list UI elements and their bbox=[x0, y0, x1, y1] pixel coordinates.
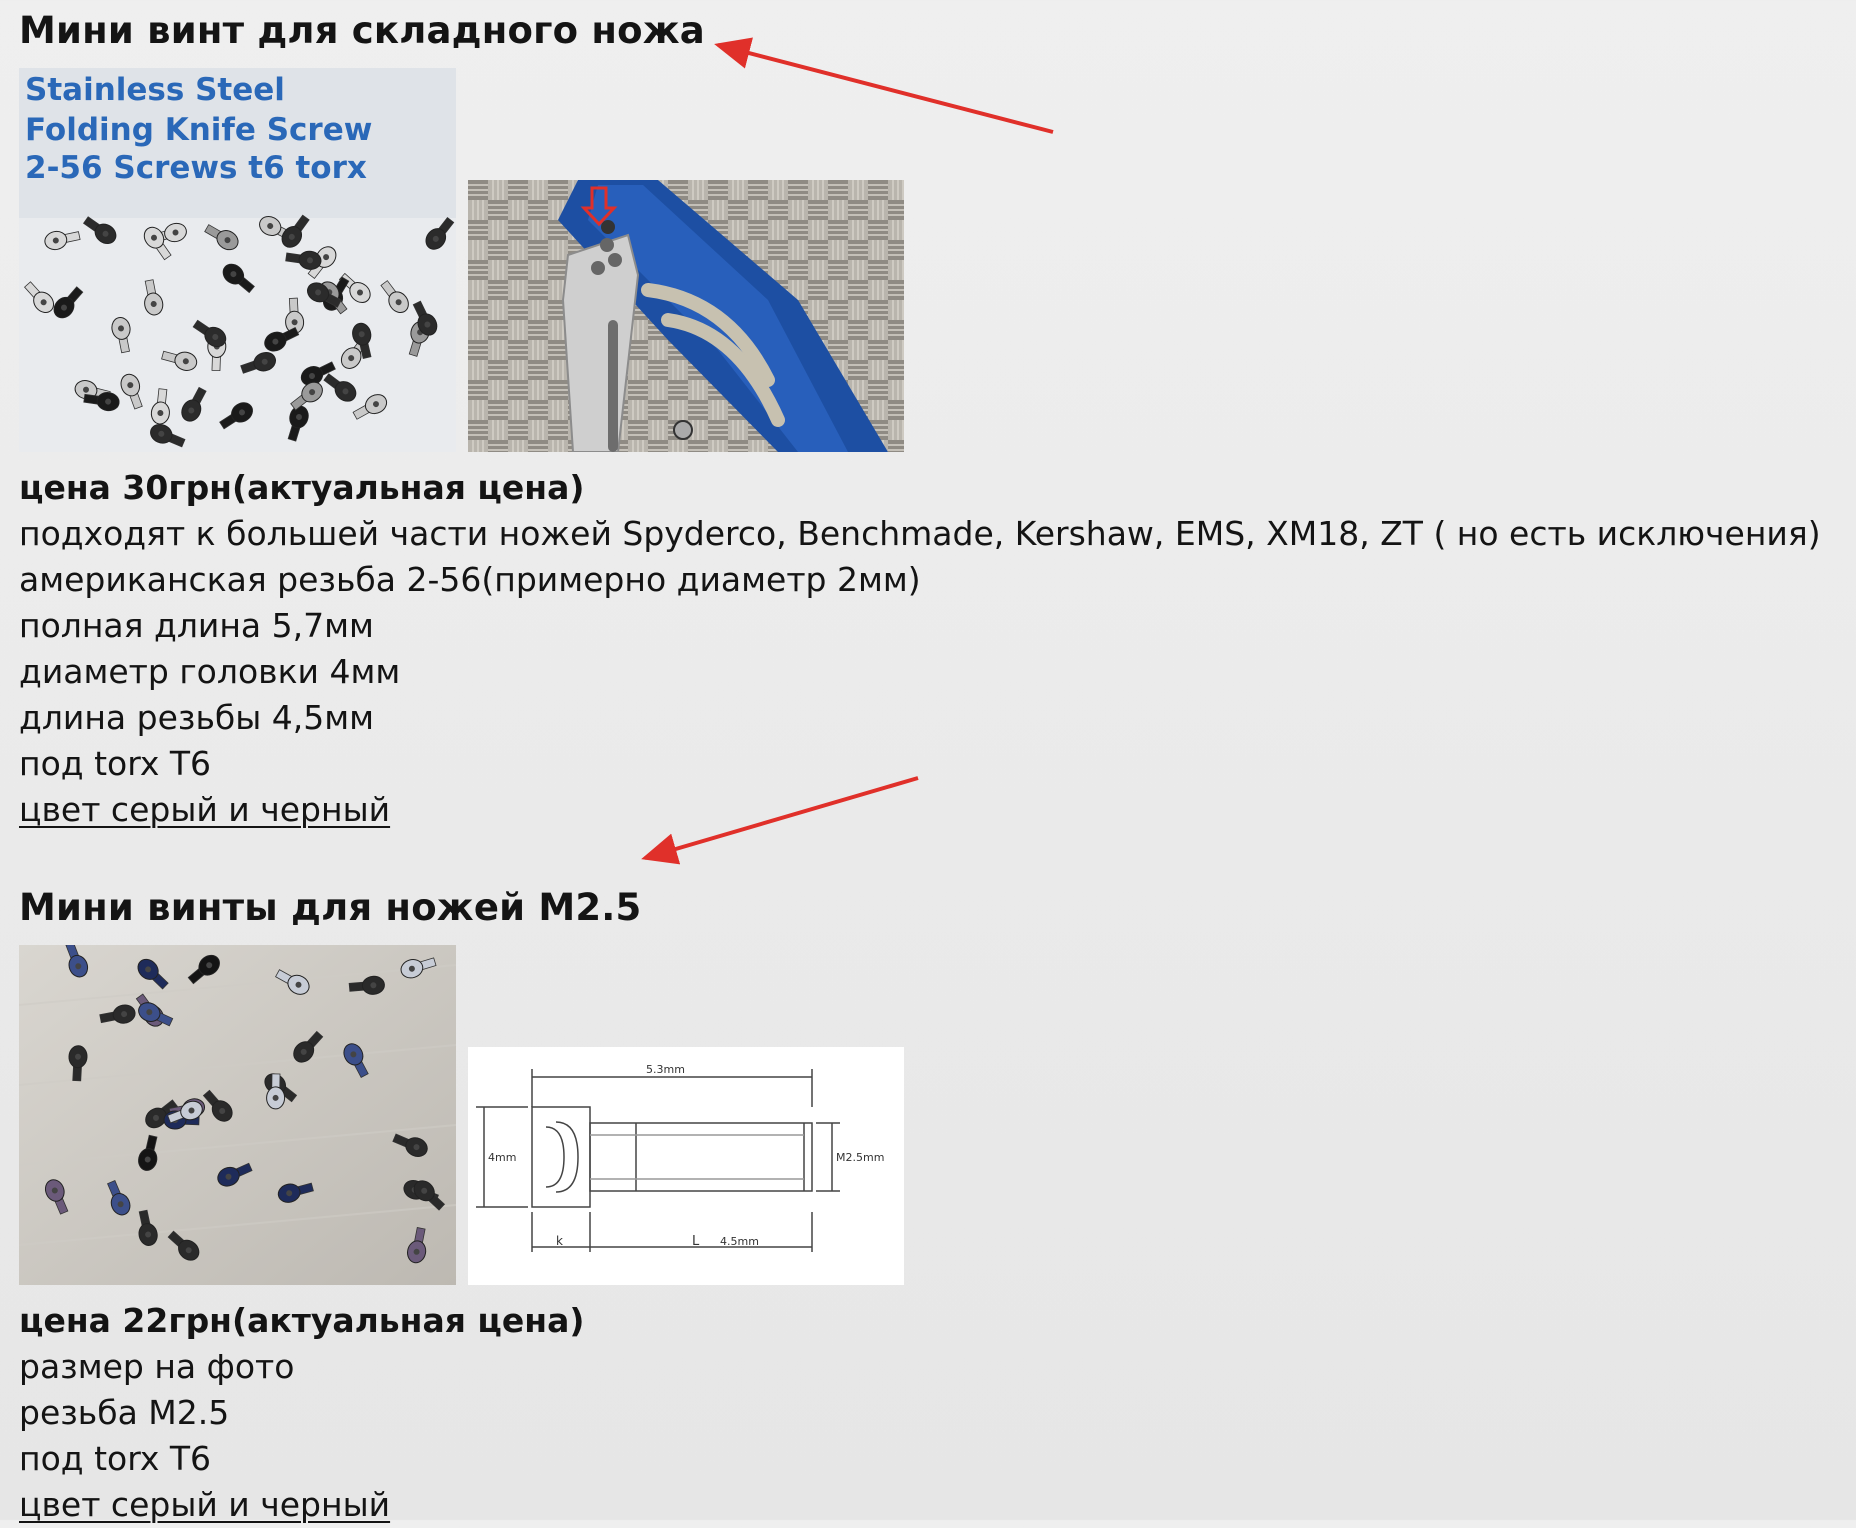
product-spec-line: под torx T6 bbox=[19, 1439, 212, 1478]
dim-thread: M2.5mm bbox=[836, 1151, 885, 1164]
page-content bbox=[19, 6, 1839, 1528]
product-photo-colored-screws[interactable] bbox=[19, 945, 456, 1285]
dim-thread-length: 4.5mm bbox=[720, 1235, 759, 1248]
product-spec-line: длина резьбы 4,5мм bbox=[19, 698, 375, 737]
color-link[interactable]: цвет серый и черный bbox=[19, 790, 391, 829]
product-images bbox=[19, 933, 1839, 1285]
technical-drawing[interactable] bbox=[468, 1047, 904, 1285]
product-screw-2-56 bbox=[19, 6, 1839, 833]
product-images bbox=[19, 56, 1839, 452]
product-price: цена 22грн(актуальная цена) bbox=[19, 1301, 585, 1340]
product-screw-m2-5 bbox=[19, 883, 1839, 1528]
product-spec-line: подходят к большей части ножей Spyderco, Benchmade, Kershaw, EMS, XM18, ZT ( но есть исключения) bbox=[19, 514, 1821, 553]
color-link[interactable]: цвет серый и черный bbox=[19, 1485, 391, 1524]
product-spec-line: под torx T6 bbox=[19, 744, 212, 783]
dim-head: 4mm bbox=[488, 1151, 517, 1164]
caption-line: 2-56 Screws t6 torx bbox=[25, 150, 367, 186]
caption-line: Folding Knife Screw bbox=[25, 112, 373, 148]
dim-k: k bbox=[556, 1234, 563, 1248]
product-title: Мини винт для складного ножа bbox=[19, 9, 705, 52]
dim-L: L bbox=[692, 1234, 700, 1249]
product-spec-line: размер на фото bbox=[19, 1347, 295, 1386]
caption-line: Stainless Steel bbox=[25, 72, 285, 108]
product-photo-knife-clip[interactable] bbox=[468, 180, 904, 452]
product-title: Мини винты для ножей M2.5 bbox=[19, 886, 642, 929]
product-spec-line: резьба M2.5 bbox=[19, 1393, 230, 1432]
product-photo-screws[interactable] bbox=[19, 68, 456, 452]
product-price: цена 30грн(актуальная цена) bbox=[19, 468, 585, 507]
product-spec-line: полная длина 5,7мм bbox=[19, 606, 374, 645]
product-spec-line: диаметр головки 4мм bbox=[19, 652, 401, 691]
product-spec-line: американская резьба 2-56(примерно диаметр 2мм) bbox=[19, 560, 921, 599]
dim-length: 5.3mm bbox=[646, 1063, 685, 1076]
